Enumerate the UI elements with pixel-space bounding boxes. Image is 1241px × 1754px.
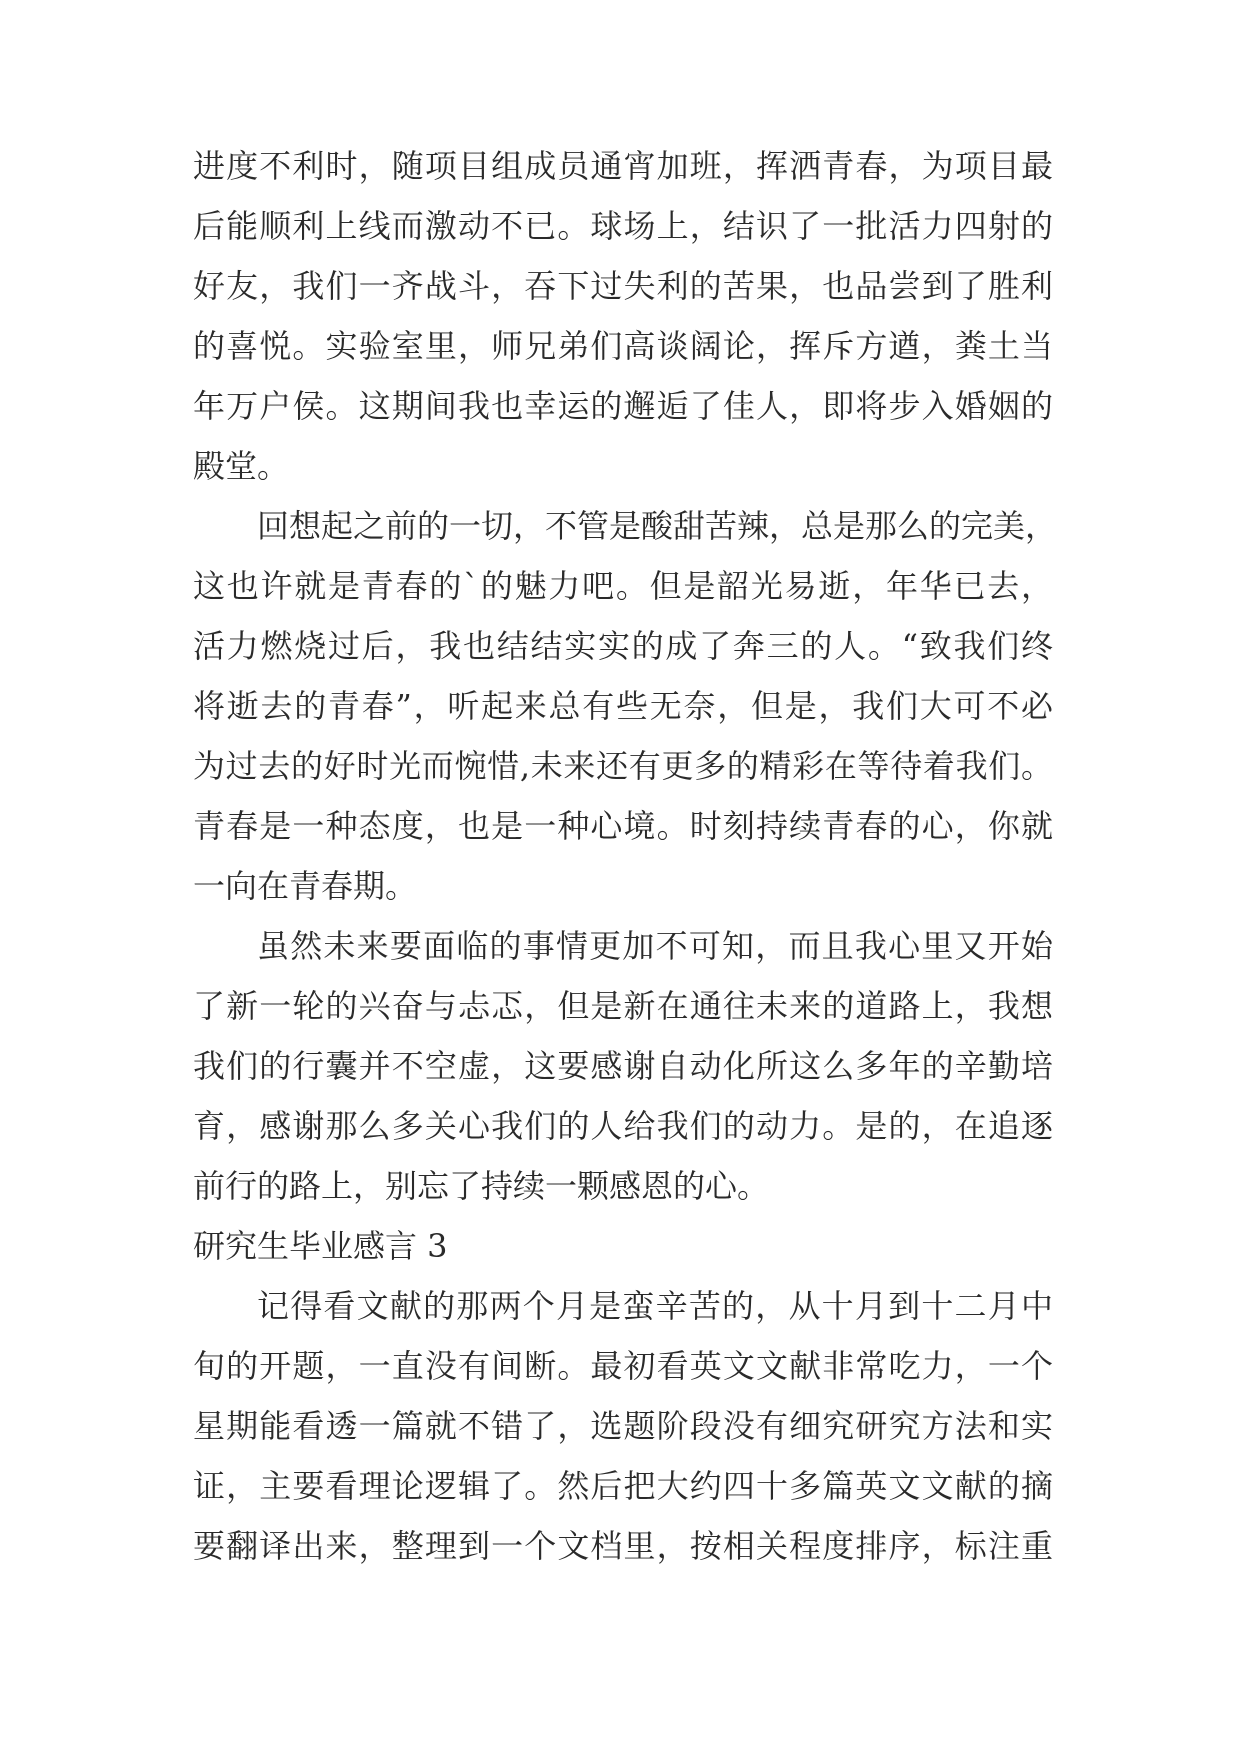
text-line: 这也许就是青春的`的魅力吧。但是韶光易逝，年华已去， — [193, 567, 1053, 605]
text-line: 青春是一种态度，也是一种心境。时刻持续青春的心，你就 — [193, 807, 1053, 845]
text-line: 好友，我们一齐战斗，吞下过失利的苦果，也品尝到了胜利 — [193, 267, 1053, 305]
text-line: 年万户侯。这期间我也幸运的邂逅了佳人，即将步入婚姻的 — [193, 387, 1053, 425]
text-line: 我们的行囊并不空虚，这要感谢自动化所这么多年的辛勤培 — [193, 1047, 1053, 1085]
text-line: 要翻译出来，整理到一个文档里，按相关程度排序，标注重 — [193, 1527, 1053, 1565]
text-line: 前行的路上，别忘了持续一颗感恩的心。 — [193, 1167, 770, 1205]
text-line: 育，感谢那么多关心我们的人给我们的动力。是的，在追逐 — [193, 1107, 1053, 1145]
text-line: 回想起之前的一切，不管是酸甜苦辣，总是那么的完美， — [257, 507, 1058, 545]
text-line: 进度不利时，随项目组成员通宵加班，挥洒青春，为项目最 — [193, 147, 1053, 185]
text-line: 为过去的好时光而惋惜,未来还有更多的精彩在等待着我们。 — [193, 747, 1053, 785]
text-line: 旬的开题，一直没有间断。最初看英文文献非常吃力，一个 — [193, 1347, 1053, 1385]
text-line: 星期能看透一篇就不错了，选题阶段没有细究研究方法和实 — [193, 1407, 1053, 1445]
text-line: 的喜悦。实验室里，师兄弟们高谈阔论，挥斥方遒，粪土当 — [193, 327, 1053, 365]
text-line: 殿堂。 — [193, 447, 290, 485]
text-line: 活力燃烧过后，我也结结实实的成了奔三的人。“致我们终 — [193, 627, 1053, 665]
section-heading: 研究生毕业感言 3 — [193, 1227, 448, 1265]
text-line: 记得看文献的那两个月是蛮辛苦的，从十月到十二月中 — [257, 1287, 1053, 1325]
text-line: 一向在青春期。 — [193, 867, 418, 905]
text-line: 将逝去的青春”，听起来总有些无奈，但是，我们大可不必 — [193, 687, 1053, 725]
text-line: 了新一轮的兴奋与忐忑，但是新在通往未来的道路上，我想 — [193, 987, 1053, 1025]
text-line: 证，主要看理论逻辑了。然后把大约四十多篇英文文献的摘 — [193, 1467, 1053, 1505]
text-line: 后能顺利上线而激动不已。球场上，结识了一批活力四射的 — [193, 207, 1053, 245]
text-line: 虽然未来要面临的事情更加不可知，而且我心里又开始 — [257, 927, 1053, 965]
